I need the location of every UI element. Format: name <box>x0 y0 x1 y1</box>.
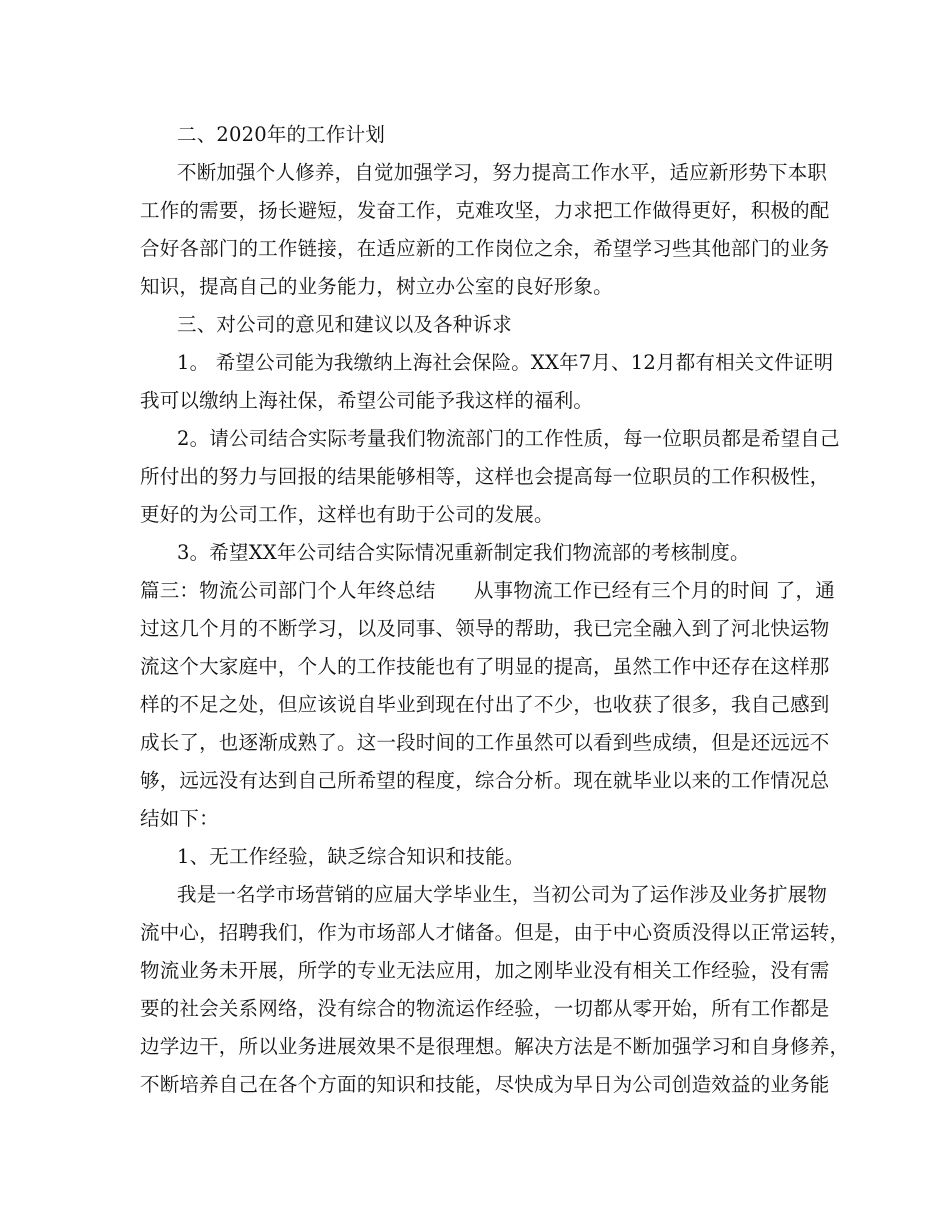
paragraph-line: 知识，提高自己的业务能力，树立办公室的良好形象。 <box>140 275 613 298</box>
paragraph-line: 3。希望XX年公司结合实际情况重新制定我们物流部的考核制度。 <box>177 541 750 564</box>
paragraph-line: 1。 希望公司能为我缴纳上海社会保险。XX年7月、12月都有相关文件证明 <box>177 351 834 374</box>
paragraph-line: 我是一名学市场营销的应届大学毕业生，当初公司为了运作涉及业务扩展物 <box>177 883 828 906</box>
chapter-heading-line: 篇三：物流公司部门个人年终总结 从事物流工作已经有三个月的时间 了，通 <box>140 579 835 602</box>
paragraph-line: 工作的需要，扬长避短，发奋工作，克难攻坚，力求把工作做得更好，积极的配 <box>140 199 830 222</box>
paragraph-line: 结如下： <box>140 807 219 830</box>
paragraph-line: 边学边干，所以业务进展效果不是很理想。解决方法是不断加强学习和自身修养， <box>140 1035 850 1058</box>
paragraph-line: 2。请公司结合实际考量我们物流部门的工作性质，每一位职员都是希望自己 <box>177 427 840 450</box>
paragraph-line: 要的社会关系网络，没有综合的物流运作经验，一切都从零开始，所有工作都是 <box>140 997 830 1020</box>
paragraph-line: 成长了，也逐渐成熟了。这一段时间的工作虽然可以看到些成绩，但是还远远不 <box>140 731 830 754</box>
paragraph-line: 更好的为公司工作，这样也有助于公司的发展。 <box>140 503 554 526</box>
paragraph-line: 流中心，招聘我们，作为市场部人才储备。但是，由于中心资质没得以正常运转， <box>140 921 850 944</box>
paragraph-line: 够，远远没有达到自己所希望的程度，综合分析。现在就毕业以来的工作情况总 <box>140 769 830 792</box>
paragraph-line: 样的不足之处，但应该说自毕业到现在付出了不少，也收获了很多，我自己感到 <box>140 693 830 716</box>
paragraph-line: 不断培养自己在各个方面的知识和技能，尽快成为早日为公司创造效益的业务能 <box>140 1073 830 1096</box>
paragraph-line: 物流业务未开展，所学的专业无法应用，加之刚毕业没有相关工作经验，没有需 <box>140 959 830 982</box>
paragraph-line: 合好各部门的工作链接，在适应新的工作岗位之余，希望学习些其他部门的业务 <box>140 237 830 260</box>
section-heading-work-plan: 二、2020年的工作计划 <box>177 123 386 146</box>
paragraph-line: 所付出的努力与回报的结果能够相等，这样也会提高每一位职员的工作积极性， <box>140 465 830 488</box>
list-item-heading: 1、无工作经验，缺乏综合知识和技能。 <box>177 845 525 868</box>
paragraph-line: 不断加强个人修养，自觉加强学习，努力提高工作水平，适应新形势下本职 <box>177 161 828 184</box>
paragraph-line: 流这个大家庭中，个人的工作技能也有了明显的提高，虽然工作中还存在这样那 <box>140 655 830 678</box>
paragraph-line: 我可以缴纳上海社保，希望公司能予我这样的福利。 <box>140 389 594 412</box>
paragraph-line: 过这几个月的不断学习，以及同事、领导的帮助，我已完全融入到了河北快运物 <box>140 617 830 640</box>
section-heading-suggestions: 三、对公司的意见和建议以及各种诉求 <box>177 313 512 336</box>
